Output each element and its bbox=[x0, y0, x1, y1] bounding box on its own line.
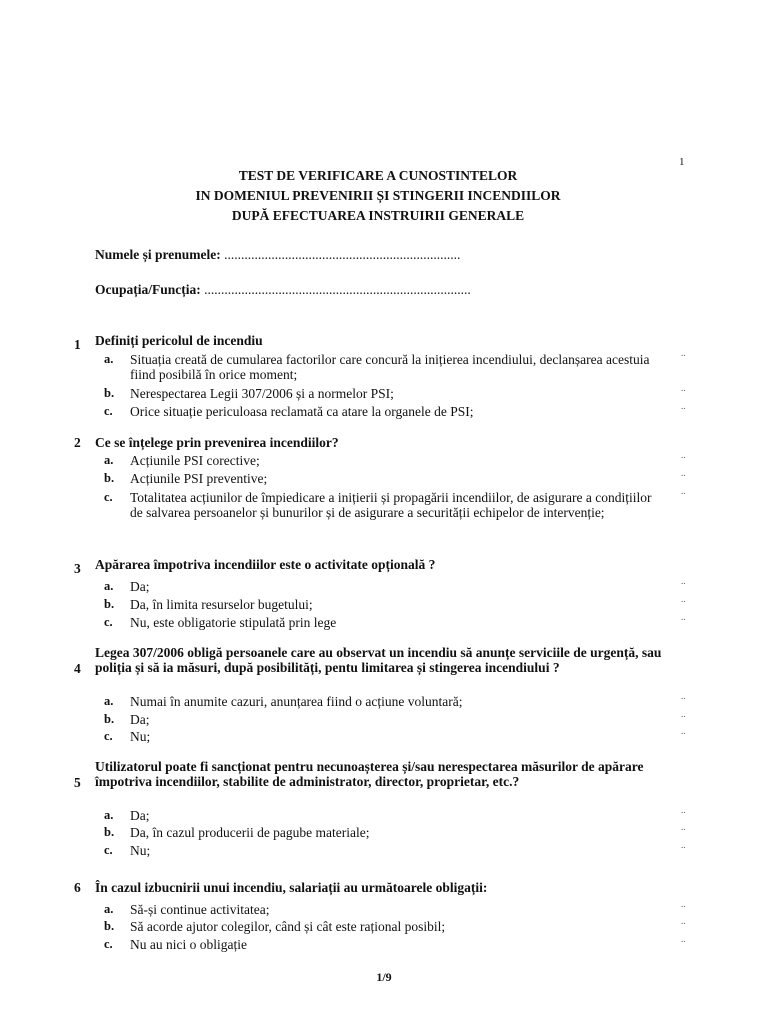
answer-mark: .. bbox=[681, 709, 686, 719]
page-number-top: 1 bbox=[679, 156, 685, 168]
question-number: 1 bbox=[74, 337, 81, 352]
question-number: 2 bbox=[74, 435, 81, 450]
question-number: 3 bbox=[74, 561, 81, 576]
option-text: Acțiunile PSI preventive; bbox=[130, 471, 268, 486]
answer-mark: .. bbox=[681, 468, 686, 478]
name-label: Numele și prenumele: bbox=[95, 247, 221, 262]
option-letter: b. bbox=[104, 919, 115, 933]
question-text: În cazul izbucnirii unui incendiu, salariații au următoarele obligații: bbox=[95, 880, 488, 895]
option-letter: a. bbox=[104, 352, 114, 366]
option-text: Acțiunile PSI corective; bbox=[130, 453, 260, 468]
answer-mark: .. bbox=[681, 594, 686, 604]
answer-mark: .. bbox=[681, 383, 686, 393]
answer-mark: .. bbox=[681, 450, 686, 460]
title-line-3: DUPĂ EFECTUAREA INSTRUIRII GENERALE bbox=[231, 208, 525, 223]
answer-mark: .. bbox=[681, 934, 686, 944]
question-text: Legea 307/2006 obligă persoanele care au observat un incendiu să anunțe serviciile de urgență, sau poliția și să ia măsuri, după posibilități, pentu limitarea și stingerea incendiului ? bbox=[95, 645, 662, 675]
option-letter: a. bbox=[104, 902, 114, 916]
question-number: 5 bbox=[74, 775, 81, 790]
answer-mark: .. bbox=[681, 726, 686, 736]
question-text: Utilizatorul poate fi sancționat pentru necunoașterea și/sau nerespectarea măsurilor de apărare împotriva incendiilor, stabilite de administrator, director, proprietar, etc.? bbox=[95, 759, 644, 789]
document-title bbox=[0, 166, 768, 226]
option-text: Nu au nici o obligație bbox=[130, 937, 247, 952]
job-dots: ............................................................................... bbox=[204, 282, 471, 297]
option-letter: c. bbox=[104, 729, 113, 743]
option-text: Da; bbox=[130, 579, 150, 594]
question-number: 4 bbox=[74, 661, 81, 676]
option-letter: a. bbox=[104, 453, 114, 467]
question-number: 6 bbox=[74, 880, 81, 895]
option-letter: b. bbox=[104, 471, 115, 485]
answer-mark: .. bbox=[681, 612, 686, 622]
option-text: Situația creată de cumularea factorilor care concură la inițierea incendiului, declanșarea acestuia fiind posibilă în orice moment; bbox=[130, 352, 650, 382]
option-letter: b. bbox=[104, 712, 115, 726]
option-text: Totalitatea acțiunilor de împiedicare a inițierii și propagării incendiilor, de asigurare a condițiilor de salvarea persoanelor și bunurilor și de asigurare a securității echipelor de intervenție; bbox=[130, 490, 652, 520]
question-text: Definiți pericolul de incendiu bbox=[95, 333, 263, 348]
option-letter: b. bbox=[104, 597, 115, 611]
page-footer: 1/9 bbox=[376, 970, 392, 984]
name-dots: ...................................................................... bbox=[224, 247, 461, 262]
answer-mark: .. bbox=[681, 691, 686, 701]
option-text: Nu; bbox=[130, 843, 151, 858]
option-letter: c. bbox=[104, 937, 113, 951]
option-text: Să acorde ajutor colegilor, când și cât este rațional posibil; bbox=[130, 919, 446, 934]
option-letter: a. bbox=[104, 808, 114, 822]
answer-mark: .. bbox=[681, 916, 686, 926]
answer-mark: .. bbox=[681, 348, 686, 358]
option-letter: c. bbox=[104, 615, 113, 629]
answer-mark: .. bbox=[681, 840, 686, 850]
name-field bbox=[95, 247, 460, 263]
option-letter: b. bbox=[104, 386, 115, 400]
option-text: Da; bbox=[130, 808, 150, 823]
option-text: Orice situație periculoasa reclamată ca atare la organele de PSI; bbox=[130, 404, 474, 419]
answer-mark: .. bbox=[681, 805, 686, 815]
option-letter: c. bbox=[104, 404, 113, 418]
answer-mark: .. bbox=[681, 576, 686, 586]
option-text: Să-și continue activitatea; bbox=[130, 902, 270, 917]
title-line-2: IN DOMENIUL PREVENIRII ȘI STINGERII INCENDIILOR bbox=[195, 188, 561, 203]
answer-mark: .. bbox=[681, 822, 686, 832]
option-letter: b. bbox=[104, 825, 115, 839]
job-label: Ocupația/Funcția: bbox=[95, 282, 201, 297]
answer-mark: .. bbox=[681, 401, 686, 411]
option-text: Da, în cazul producerii de pagube materiale; bbox=[130, 825, 370, 840]
option-text: Numai în anumite cazuri, anunțarea fiind o acțiune voluntară; bbox=[130, 694, 463, 709]
option-letter: a. bbox=[104, 694, 114, 708]
option-letter: a. bbox=[104, 579, 114, 593]
answer-mark: .. bbox=[681, 899, 686, 909]
option-text: Da, în limita resurselor bugetului; bbox=[130, 597, 313, 612]
question-text: Apărarea împotriva incendiilor este o activitate opțională ? bbox=[95, 557, 436, 572]
option-text: Nerespectarea Legii 307/2006 și a normelor PSI; bbox=[130, 386, 394, 401]
question-text: Ce se înțelege prin prevenirea incendiilor? bbox=[95, 435, 339, 450]
option-letter: c. bbox=[104, 490, 113, 504]
option-text: Da; bbox=[130, 712, 150, 727]
job-field bbox=[95, 282, 471, 298]
option-text: Nu, este obligatorie stipulată prin lege bbox=[130, 615, 337, 630]
option-text: Nu; bbox=[130, 729, 151, 744]
title-line-1: TEST DE VERIFICARE A CUNOSTINTELOR bbox=[238, 168, 518, 183]
option-letter: c. bbox=[104, 843, 113, 857]
answer-mark: .. bbox=[681, 486, 686, 496]
